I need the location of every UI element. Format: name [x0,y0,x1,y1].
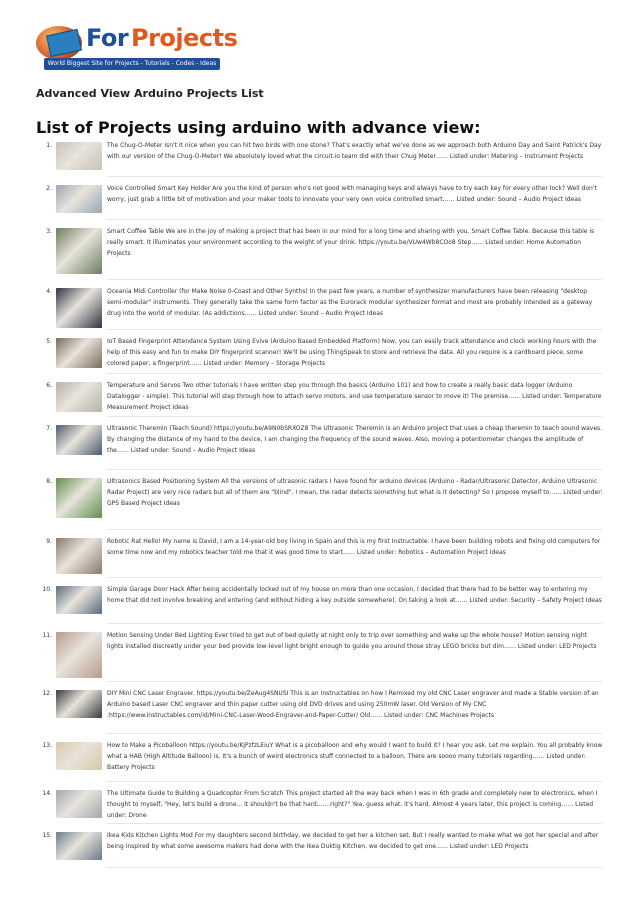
project-description[interactable]: DIY Mini CNC Laser Engraver. https://youtu.be/ZeAug4SNUSI This is an Instructables on how I Remixed my old CNC Laser engraver and made a Stable version of an Arduino based Laser CNC engraver and thin paper cutter using old DVD drives and using 250mW laser. Old Version of My CNC :https://www.instructables.com/id/Mini-CNC-Laser-Wood-Engraver-and-Paper-Cutter/ Old…… Listed under: CNC Machines Projects [107,690,599,719]
item-number: 11. [42,632,52,639]
row-divider [107,781,602,782]
project-thumbnail[interactable] [56,382,102,412]
project-thumbnail[interactable] [56,338,102,368]
item-number: 2. [46,185,52,192]
item-number: 3. [46,228,52,235]
project-description[interactable]: Ikea Kids Kitchen Lights Mod For my daughters second birthday, we decided to get her a kitchen set. But I really wanted to make what we got her special and after being inspired by what some awesome makers had done with the Ikea Duktig Kitchen, we decided to get one…… Listed under: LED Projects [107,832,599,850]
row-divider [107,176,602,177]
row-divider [107,279,602,280]
project-description[interactable]: Ultrasonics Based Positioning System All the versions of ultrasonic radars I have found for arduino devices (Arduino - Radar/Ultrasonic Detector, Arduino Ultrasonic Radar Project) are very nice radars but all of them are "blind". I mean, the radar detects something but what is it detecting? So I propose myself to…… Listed under: GPS Based Project Ideas [107,478,603,507]
row-divider [107,823,602,824]
project-thumbnail[interactable] [56,228,102,274]
project-description[interactable]: The Chug-O-Meter Isn't it nice when you can hit two birds with one stone? That's exactly what we've done as we approach both Arduino Day and Saint Patrick's Day with our version of the Chug-O-Meter! We absolutely loved what the circuit.io team did with their Chug Meter…… Listed under: Metering – Instrument Projects [107,142,602,160]
list-heading: List of Projects using arduino with advance view: [36,118,481,137]
project-description[interactable]: Temperature and Servos Two other tutorials I have written step you through the basics (Arduino 101) and how to create a really basic data logger (Arduino Datalogger - simple). This tutorial will step through how to attach servo motors, and use temperature sensor to move it! The premise…… Listed under: Temperature Measurement Project Ideas [107,382,602,411]
item-number: 8. [46,478,52,485]
logo-tagline: World Biggest Site for Projects - Tutorials - Codes - Ideas [44,58,220,70]
row-divider [107,329,602,330]
project-thumbnail[interactable] [56,690,102,718]
project-thumbnail[interactable] [56,586,102,614]
row-divider [107,577,602,578]
row-divider [107,867,602,868]
item-number: 1. [46,142,52,149]
site-logo[interactable] [36,24,238,70]
project-thumbnail[interactable] [56,538,102,574]
item-number: 7. [46,425,52,432]
project-thumbnail[interactable] [56,832,102,860]
row-divider [107,373,602,374]
project-thumbnail[interactable] [56,790,102,818]
row-divider [107,733,602,734]
row-divider [107,416,602,417]
row-divider [107,529,602,530]
project-thumbnail[interactable] [56,632,102,678]
project-thumbnail[interactable] [56,288,102,328]
project-description[interactable]: Motion Sensing Under Bed Lighting Ever tried to get out of bed quietly at night only to trip over something and wake up the whole house? Motion sensing night lights installed discreetly under your bed provide low-level light bright enough to guide you around those stray LEGO bricks but dim…… Listed under: LED Projects [107,632,597,650]
row-divider [107,219,602,220]
item-number: 5. [46,338,52,345]
row-divider [107,469,602,470]
project-thumbnail[interactable] [56,742,102,770]
project-thumbnail[interactable] [56,142,102,170]
item-number: 9. [46,538,52,545]
project-description[interactable]: Voice Controlled Smart Key Holder Are you the kind of person who's not good with managing keys and always have to try each key for every other lock? Well don't worry, just grab a little bit of motivation and your maker tools to innovate your very own voice controlled smart…… Listed under: Sound – Audio Project Ideas [107,185,597,203]
project-thumbnail[interactable] [56,478,102,518]
project-description[interactable]: Smart Coffee Table We are in the joy of making a project that has been in our mind for a long time and sharing with you. Smart Coffee Table. Because this table is really smart. It illuminates your environment according to the weight of your drink. https://youtu.be/VUw4Wb8COo8 Step…… Listed under: Home Automation Projects [107,228,595,257]
project-description[interactable]: IoT Based Fingerprint Attendance System Using Evive (Arduino Based Embedded Platform) Now, you can easily track attendance and clock working hours with the help of this easy and fun to make DIY fingerprint scanner! We'll be using ThingSpeak to store and retrieve the data. All you require is a cardboard piece, some colored paper, a fingerprint…… Listed under: Memory – Storage Projects [107,338,597,367]
project-description[interactable]: Ultrasonic Theremin (Teach Sound) https://youtu.be/A9N0bSRXOZ8 The Ultrasonic Theremin is an Arduino project that uses a cheap theremin to teach sound waves. By changing the distance of my hand to the device, I am changing the frequency of the sound waves. Also, moving a potentiometer changes the amplitude of the…… Listed under: Sound – Audio Project Ideas [107,425,603,454]
project-thumbnail[interactable] [56,425,102,455]
item-number: 13. [42,742,52,749]
row-divider [107,681,602,682]
project-description[interactable]: Robotic Rat Hello! My name is David, I am a 14-year-old boy living in Spain and this is my first Instructable. I have been building robots and fixing old computers for some time now and my robotics teacher told me that it was good time to start…… Listed under: Robotics – Automation Project Ideas [107,538,601,556]
logo-text-for: For [86,24,129,52]
project-thumbnail[interactable] [56,185,102,213]
item-number: 12. [42,690,52,697]
page-title: Advanced View Arduino Projects List [36,87,264,100]
project-description[interactable]: How to Make a Picoballoon https://youtu.be/KjPzfzLEiuY What is a picoballoon and why would I want to build it? I hear you ask. Let me explain. You all probably know what a HAB (High Altitude Balloon) is. It's a bunch of weird electronics stuff connected to a balloon. There are soooo many tutorials regarding…… Listed under: Battery Projects [107,742,603,771]
item-number: 14. [42,790,52,797]
item-number: 10. [42,586,52,593]
logo-text-projects: Projects [131,24,238,52]
project-description[interactable]: The Ultimate Guide to Building a Quadcopter From Scratch This project started all the way back when I was in 6th grade and completely new to electronics, when I thought to myself, "Hey, let's build a drone... it shouldn't be that hard.......right?" Yea, guess what, it's hard. Almost 4 years later, this project is coming…… Listed under: Drone [107,790,598,819]
item-number: 15. [42,832,52,839]
project-description[interactable]: Simple Garage Door Hack After being accidentally locked out of my house on more than one occasion, I decided that there had to be better way to entering my home that did not involve breaking and entering (and without hiding a key outside somewhere). On taking a look at…… Listed under: Security – Safety Project Ideas [107,586,602,604]
row-divider [107,623,602,624]
item-number: 4. [46,288,52,295]
project-description[interactable]: Oceania Midi Controller (for Make Noise 0-Coast and Other Synths) In the past few years, a number of synthesizer manufacturers have been releasing "desktop semi-modular" instruments. They generally take the same form factor as the Eurorack modular synthesizer format and most are probably intended as a gateway drug into the world of modular. (As addictions…… Listed under: Sound – Audio Project Ideas [107,288,593,317]
item-number: 6. [46,382,52,389]
